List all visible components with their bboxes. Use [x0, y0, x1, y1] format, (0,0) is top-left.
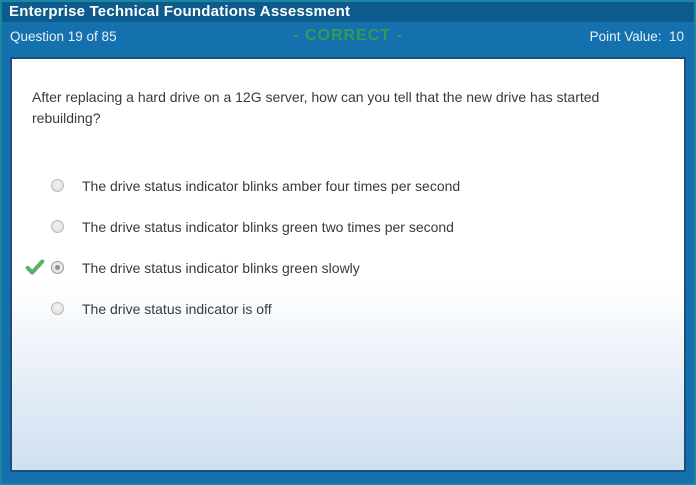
option-label: The drive status indicator blinks amber four times per second — [82, 177, 461, 194]
question-header — [2, 22, 694, 55]
options-list — [12, 165, 684, 329]
option-row-4[interactable] — [12, 288, 684, 329]
radio-button[interactable] — [51, 302, 64, 315]
option-row-2[interactable] — [12, 206, 684, 247]
question-counter: Question 19 of 85 — [10, 29, 117, 44]
point-value: Point Value: 10 — [589, 29, 684, 44]
option-label: The drive status indicator blinks green two times per second — [82, 218, 454, 235]
option-label: The drive status indicator is off — [82, 300, 272, 317]
question-text: After replacing a hard drive on a 12G server, how can you tell that the new drive has started rebuilding? — [32, 89, 600, 126]
radio-button[interactable] — [51, 220, 64, 233]
radio-button[interactable] — [51, 179, 64, 192]
correct-checkmark-icon — [24, 256, 46, 278]
radio-button[interactable] — [51, 261, 64, 274]
option-row-3[interactable] — [12, 247, 684, 288]
question-panel — [10, 57, 686, 472]
correct-banner: - CORRECT - — [293, 27, 403, 44]
window-title: Enterprise Technical Foundations Assessment — [2, 2, 694, 22]
option-label: The drive status indicator blinks green slowly — [82, 259, 360, 276]
option-row-1[interactable] — [12, 165, 684, 206]
